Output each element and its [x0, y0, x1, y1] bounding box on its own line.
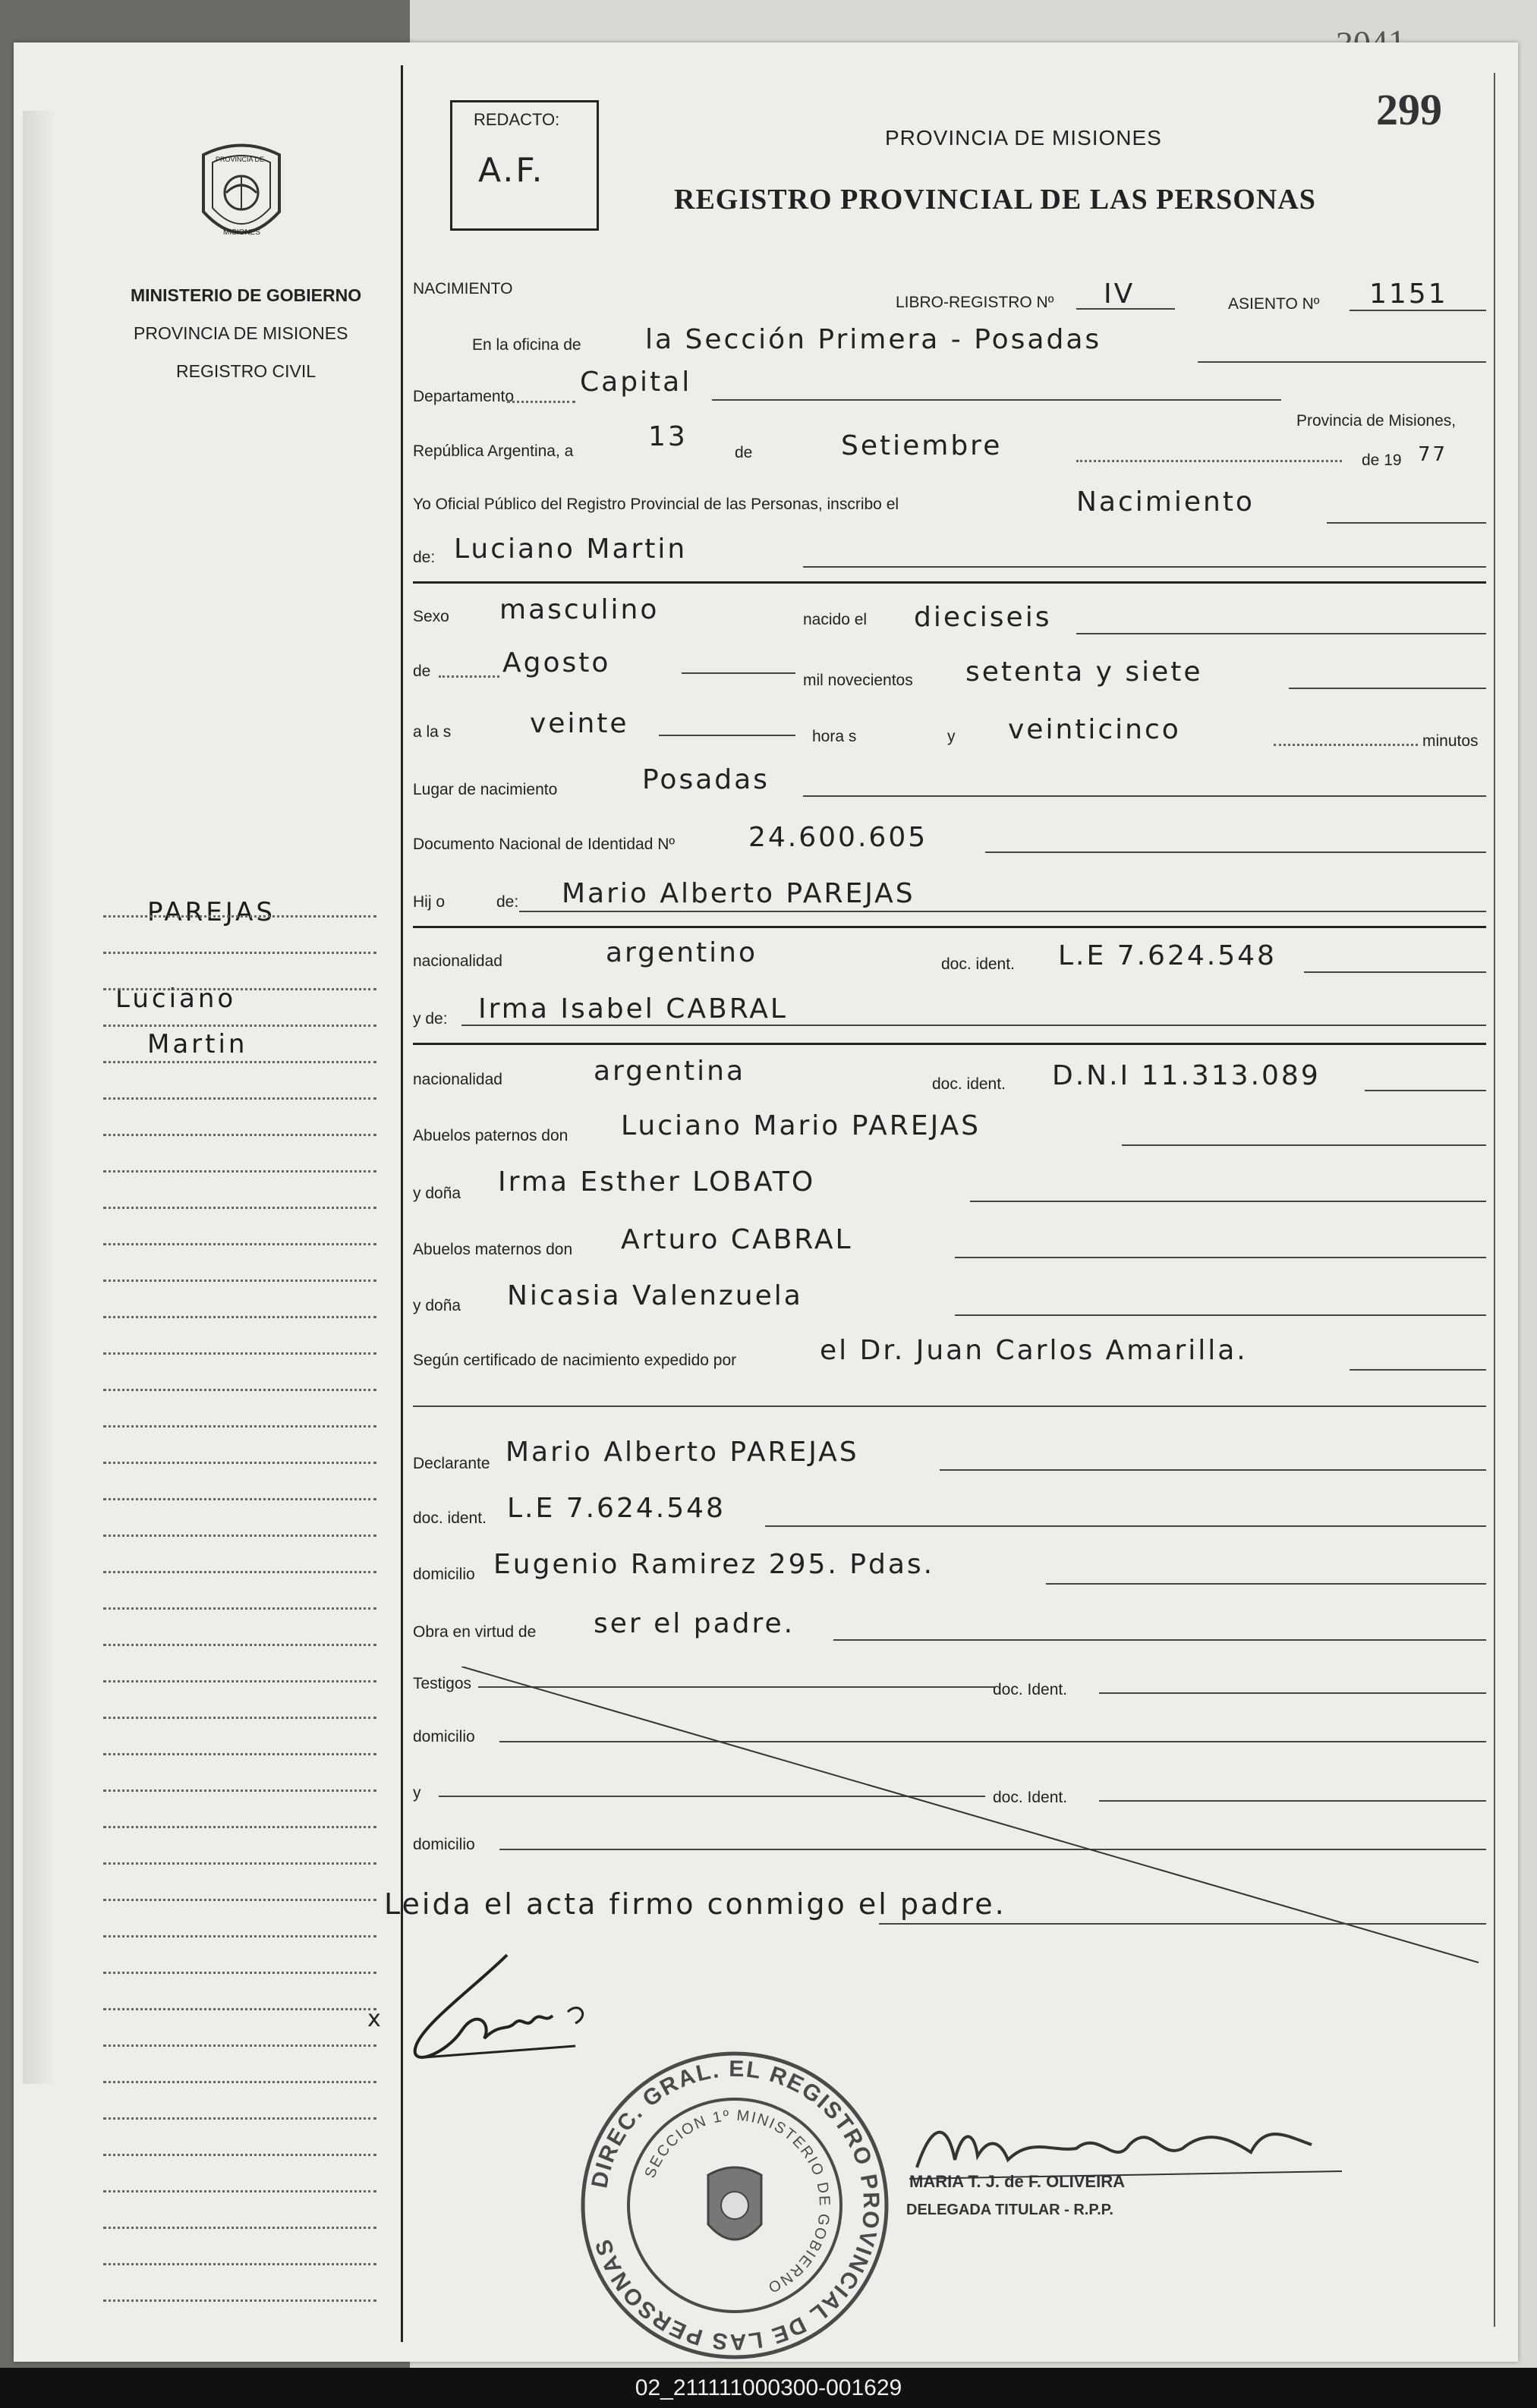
mes-nac-value: Agosto	[502, 647, 611, 678]
margin-ruled-line	[103, 1462, 376, 1464]
libro-value: IV	[1104, 279, 1135, 310]
margin-ruled-line	[103, 1680, 376, 1682]
minutos-label: minutos	[1422, 732, 1479, 750]
redacto-value: A.F.	[478, 151, 545, 190]
ministry-province: PROVINCIA DE MISIONES	[134, 323, 348, 343]
libro-label: LIBRO-REGISTRO Nº	[896, 294, 1054, 311]
margin-ruled-line	[103, 2227, 376, 2229]
margin-ruled-line	[103, 2299, 376, 2302]
margin-ruled-line	[103, 1389, 376, 1391]
crest-top-text: PROVINCIA DE	[216, 156, 265, 163]
nombre-value: Luciano Martin	[454, 534, 688, 565]
official-seal-stamp	[575, 2046, 894, 2365]
margin-ruled-line	[103, 1061, 376, 1063]
republica-label: República Argentina, a	[413, 442, 574, 460]
margin-ruled-line	[103, 1571, 376, 1573]
margin-ruled-line	[103, 1862, 376, 1865]
provincial-crest	[196, 140, 287, 253]
doc-madre-value: D.N.I 11.313.089	[1052, 1060, 1321, 1091]
sexo-label: Sexo	[413, 608, 449, 625]
closing-statement: Leida el acta firmo conmigo el padre.	[384, 1887, 1006, 1921]
margin-ruled-line	[103, 1425, 376, 1427]
mil-label: mil novecientos	[803, 672, 913, 689]
nacido-label: nacido el	[803, 611, 868, 628]
margin-ruled-line	[103, 1644, 376, 1646]
margin-ruled-line	[103, 1789, 376, 1792]
margin-ruled-line	[103, 1170, 376, 1173]
asiento-label: ASIENTO Nº	[1228, 295, 1320, 313]
nacionalidad-madre-value: argentina	[594, 1056, 746, 1087]
oficial-label: Yo Oficial Público del Registro Provincial de las Personas, inscribo el	[413, 496, 899, 513]
minutos-value: veinticinco	[1008, 714, 1181, 745]
margin-ruled-line	[103, 1498, 376, 1500]
nacionalidad-madre-label: nacionalidad	[413, 1071, 502, 1088]
doc-testigo-1-label: doc. Ident.	[993, 1681, 1068, 1698]
margin-ruled-line	[103, 2081, 376, 2083]
obra-label: Obra en virtud de	[413, 1623, 537, 1641]
margin-ruled-line	[103, 1025, 376, 1027]
oficina-value: la Sección Primera - Posadas	[645, 324, 1102, 355]
doc-padre-value: L.E 7.624.548	[1058, 940, 1277, 971]
abuelos-maternos-label: Abuelos maternos don	[413, 1241, 573, 1258]
margin-ruled-line	[103, 1826, 376, 1828]
margin-ruled-line	[103, 1352, 376, 1355]
doc-madre-label: doc. ident.	[932, 1075, 1006, 1093]
margin-ruled-line	[103, 1717, 376, 1719]
margin-ruled-line	[103, 1535, 376, 1537]
margin-ruled-line	[103, 988, 376, 990]
lugar-label: Lugar de nacimiento	[413, 781, 558, 798]
de-year-label: de 19	[1362, 452, 1402, 469]
margin-ruled-line	[103, 952, 376, 954]
year-value: 77	[1418, 443, 1448, 466]
oficina-label: En la oficina de	[472, 336, 581, 354]
padre-value: Mario Alberto PAREJAS	[562, 878, 915, 909]
margin-ruled-line	[103, 1280, 376, 1282]
y-testigo-label: y	[413, 1784, 421, 1802]
redacto-label: REDACTO:	[474, 110, 560, 129]
x-mark: x	[367, 2006, 383, 2032]
declarante-value: Mario Alberto PAREJAS	[506, 1437, 859, 1468]
cancel-strike	[461, 1667, 1486, 1970]
de-nombre-label: de:	[413, 549, 436, 566]
domicilio-testigo-1-label: domicilio	[413, 1728, 475, 1745]
anio-nac-value: setenta y siete	[965, 656, 1203, 688]
nacionalidad-padre-label: nacionalidad	[413, 952, 502, 970]
page-number: 299	[1376, 85, 1442, 134]
margin-ruled-line	[103, 1097, 376, 1100]
sexo-value: masculino	[499, 594, 660, 625]
asiento-value: 1151	[1369, 279, 1448, 310]
departamento-value: Capital	[580, 367, 692, 398]
doc-testigo-2-label: doc. Ident.	[993, 1789, 1068, 1806]
nacionalidad-padre-value: argentino	[606, 937, 758, 968]
stamp-inner-text: SECCION 1º MINISTERIO DE GOBIERNO	[641, 2107, 833, 2296]
month-value: Setiembre	[841, 430, 1003, 461]
crest-bottom-text: MISIONES	[223, 228, 260, 237]
margin-ruled-line	[103, 1243, 376, 1245]
provincia-suffix: Provincia de Misiones,	[1296, 412, 1457, 430]
ministry-title: MINISTERIO DE GOBIERNO	[131, 285, 362, 305]
stamp-crest-icon	[708, 2167, 761, 2240]
obra-value: ser el padre.	[594, 1608, 795, 1639]
dni-value: 24.600.605	[748, 822, 928, 853]
ministry-registry: REGISTRO CIVIL	[176, 361, 317, 381]
margin-ruled-line	[103, 1935, 376, 1937]
dni-label: Documento Nacional de Identidad Nº	[413, 836, 676, 853]
stamp-outer-text: DIREC. GRAL. EL REGISTRO PROVINCIAL DE LAS PERSONAS	[587, 2056, 884, 2355]
margin-ruled-line	[103, 1972, 376, 1974]
y-dona-paterna-label: y doña	[413, 1185, 461, 1202]
doc-padre-label: doc. ident.	[941, 955, 1015, 973]
certificado-label: Según certificado de nacimiento expedido por	[413, 1352, 737, 1369]
document-page	[14, 42, 1518, 2362]
doc-declarante-value: L.E 7.624.548	[507, 1493, 726, 1524]
day-value: 13	[648, 421, 688, 452]
margin-ruled-line	[103, 2154, 376, 2156]
abuelo-paterno-value: Luciano Mario PAREJAS	[621, 1110, 981, 1141]
departamento-label: Departamento	[413, 388, 515, 405]
abuelos-paternos-label: Abuelos paternos don	[413, 1127, 569, 1144]
margin-ruled-line	[103, 2190, 376, 2192]
horas-label: hora s	[812, 728, 857, 745]
margin-ruled-line	[103, 1207, 376, 1209]
margin-surname: PAREJAS	[147, 897, 276, 927]
nacido-value: dieciseis	[914, 602, 1052, 633]
margin-ruled-line	[103, 1316, 376, 1318]
abuela-paterna-value: Irma Esther LOBATO	[498, 1166, 816, 1198]
domicilio-testigo-2-label: domicilio	[413, 1836, 475, 1853]
margin-given-name-2: Martin	[147, 1029, 248, 1059]
archive-file-id: 02_211111000300-001629	[0, 2368, 1537, 2408]
margin-ruled-line	[103, 1607, 376, 1610]
domicilio-value: Eugenio Ramirez 295. Pdas.	[493, 1549, 935, 1580]
acto-value: Nacimiento	[1076, 486, 1255, 518]
hijo-label: Hij o	[413, 893, 446, 911]
horas-value: veinte	[530, 708, 629, 739]
official-title: DELEGADA TITULAR - R.P.P.	[906, 2202, 1113, 2218]
abuelo-materno-value: Arturo CABRAL	[621, 1224, 853, 1255]
margin-ruled-line	[103, 2117, 376, 2120]
redacto-box	[450, 100, 599, 231]
y-label: y	[947, 728, 956, 745]
y-dona-materna-label: y doña	[413, 1297, 461, 1314]
official-name: MARIA T. J. de F. OLIVEIRA	[909, 2172, 1125, 2191]
madre-value: Irma Isabel CABRAL	[478, 993, 788, 1025]
y-de-label: y de:	[413, 1010, 448, 1028]
margin-ruled-line	[103, 2044, 376, 2047]
declarante-label: Declarante	[413, 1455, 490, 1472]
province-heading: PROVINCIA DE MISIONES	[885, 126, 1162, 150]
right-rule	[1494, 73, 1495, 2327]
a-las-label: a la s	[413, 723, 452, 741]
abuela-materna-value: Nicasia Valenzuela	[507, 1280, 803, 1311]
margin-ruled-line	[103, 1899, 376, 1901]
margin-ruled-line	[103, 1134, 376, 1136]
margin-ruled-line	[103, 2263, 376, 2265]
doc-declarante-label: doc. ident.	[413, 1509, 487, 1527]
de-label: de	[735, 444, 753, 461]
certificado-value: el Dr. Juan Carlos Amarilla.	[820, 1335, 1248, 1366]
domicilio-label: domicilio	[413, 1566, 475, 1583]
hijo-de-label: de:	[496, 893, 519, 911]
lugar-value: Posadas	[642, 764, 770, 795]
paper-fold	[23, 111, 55, 2084]
margin-ruled-line	[103, 1753, 376, 1755]
registry-title: REGISTRO PROVINCIAL DE LAS PERSONAS	[674, 184, 1316, 216]
margin-ruled-line	[103, 2008, 376, 2010]
de-mes-label: de	[413, 663, 431, 680]
testigos-label: Testigos	[413, 1675, 472, 1692]
nacimiento-label: NACIMIENTO	[413, 280, 513, 297]
margin-given-name-1: Luciano	[115, 984, 237, 1014]
margin-ruled-line	[103, 915, 376, 918]
